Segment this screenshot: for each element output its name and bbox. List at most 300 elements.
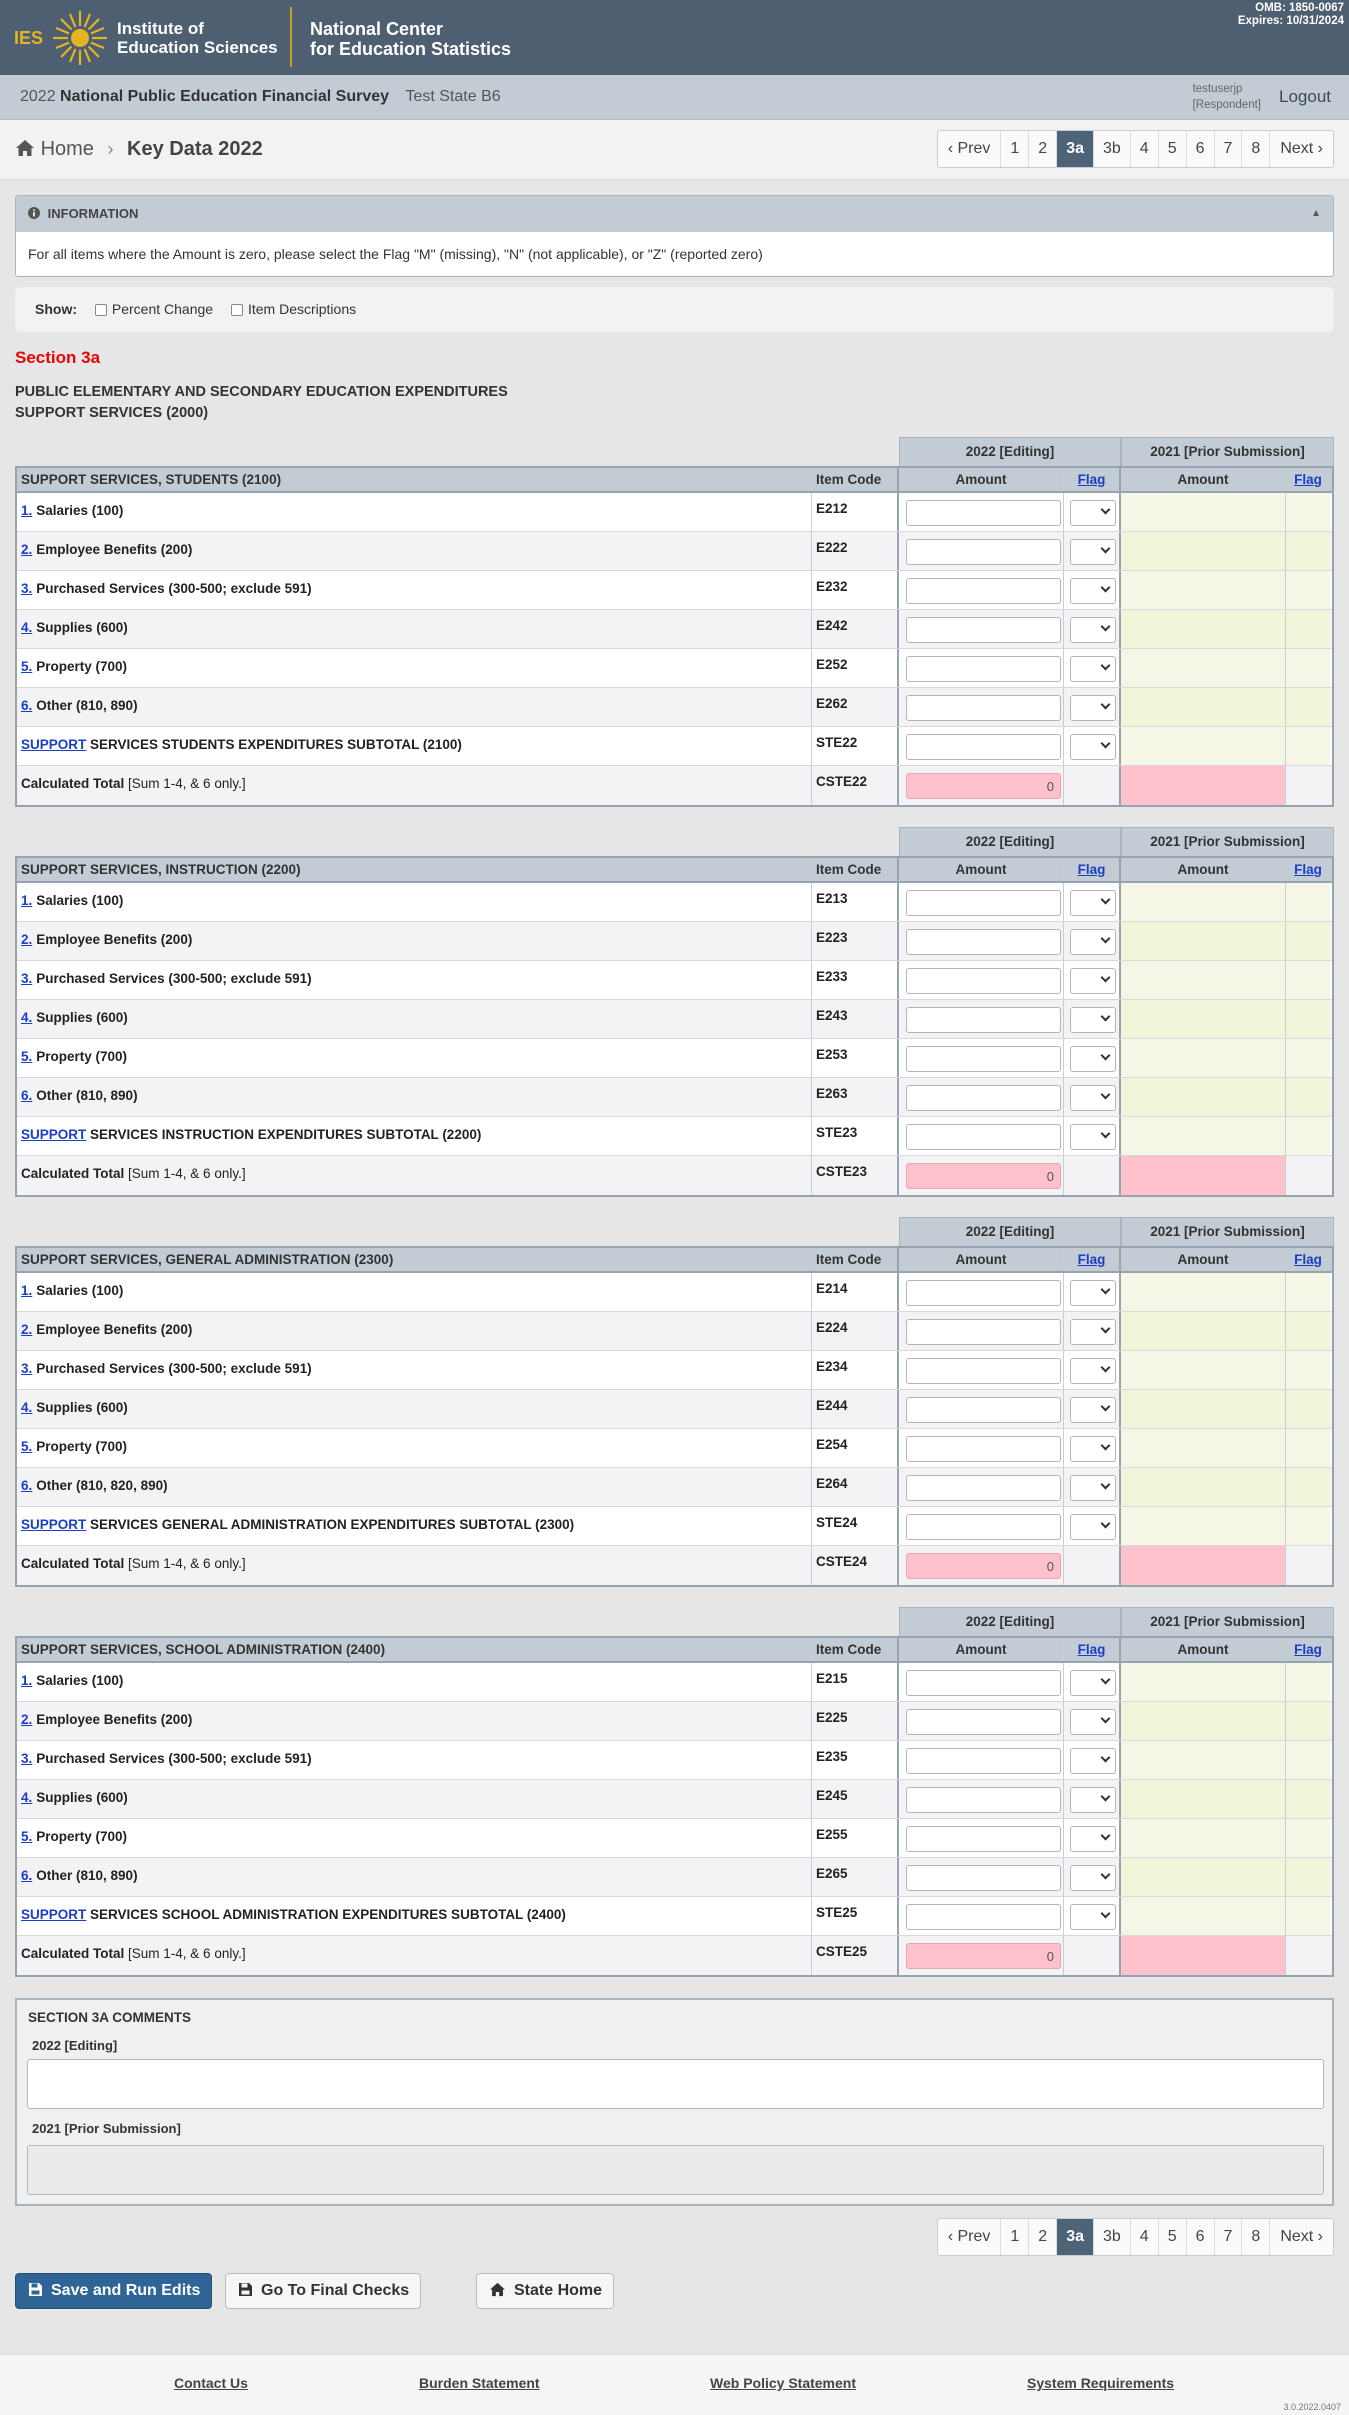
breadcrumb [15,138,263,163]
year-prior-header: 2021 [Prior Submission] [1121,827,1334,856]
nces-line-1: National Center [310,19,444,39]
pager-page-1[interactable]: 1 [1001,131,1029,167]
item-number-link[interactable]: 1. [21,1283,33,1298]
percent-change-label[interactable]: Percent Change [111,301,214,317]
flag-select[interactable] [1070,1085,1116,1111]
year-current-header: 2022 [Editing] [899,1607,1121,1636]
chevron-down-icon [1101,1909,1111,1919]
item-number-link[interactable]: 6. [21,1478,33,1493]
prior-amount [1121,1351,1286,1389]
omb-expires: Expires: 10/31/2024 [1237,15,1344,27]
flag-select[interactable] [1070,578,1116,604]
ies-sun-logo-icon [14,8,114,68]
prior-amount [1121,1000,1286,1038]
amount-input[interactable] [906,1748,1061,1774]
chevron-down-icon [1101,1051,1111,1061]
go-to-final-checks-button[interactable] [225,2273,421,2309]
pager-page-7[interactable]: 7 [1215,131,1243,167]
support-link[interactable]: SUPPORT [21,1907,87,1922]
year-header-row [15,437,1334,466]
table-title: SUPPORT SERVICES, STUDENTS (2100) [17,468,812,491]
chevron-down-icon [1101,934,1111,944]
subtotal-amount-input[interactable] [906,1124,1061,1150]
banner-divider [290,7,292,67]
prior-flag [1286,1312,1330,1350]
amount-input[interactable] [906,578,1061,604]
save-icon [238,2276,253,2310]
prior-amount [1121,1312,1286,1350]
table-title: SUPPORT SERVICES, INSTRUCTION (2200) [17,858,812,881]
year-prior-header: 2021 [Prior Submission] [1121,437,1334,466]
calculated-total-code: CSTE25 [812,1936,899,1975]
item-number-link[interactable]: 3. [21,1361,33,1376]
username: testuserjp [1192,83,1243,95]
amount-header: Amount [899,468,1064,491]
table-row [17,610,1332,649]
state-home-button[interactable] [476,2273,614,2309]
subtotal-label: SERVICES INSTRUCTION EXPENDITURES SUBTOTAL (2200) [86,1127,482,1142]
year-prior-header: 2021 [Prior Submission] [1121,1217,1334,1246]
calculated-total-code: CSTE23 [812,1156,899,1195]
amount-input[interactable] [906,1319,1061,1345]
flag-header-link[interactable]: Flag [1064,858,1121,881]
pager-page-4[interactable]: 4 [1131,131,1159,167]
amount-input[interactable] [906,890,1061,916]
flag-select[interactable] [1070,1904,1116,1930]
prior-amount [1121,1741,1286,1779]
amount-input[interactable] [906,1787,1061,1813]
item-label: Salaries (100) [36,1673,124,1688]
section-subtitle-1: PUBLIC ELEMENTARY AND SECONDARY EDUCATION EXPENDITURES [15,384,508,400]
user-role: [Respondent] [1192,99,1261,111]
ies-name[interactable] [117,19,278,57]
pager-page-2[interactable]: 2 [1029,2219,1057,2255]
omb-info [1238,2,1344,28]
survey-bar [0,75,1349,120]
pager-next-button[interactable] [1270,2219,1333,2255]
amount-input[interactable] [906,617,1061,643]
support-link[interactable]: SUPPORT [21,737,87,752]
flag-header-link[interactable]: Flag [1064,1248,1121,1271]
flag-select[interactable] [1070,1007,1116,1033]
pager-page-7[interactable]: 7 [1215,2219,1243,2255]
amount-input[interactable] [906,1085,1061,1111]
amount-input[interactable] [906,695,1061,721]
flag-select[interactable] [1070,1397,1116,1423]
flag-select[interactable] [1070,695,1116,721]
pager-prev-button[interactable] [938,2219,1002,2255]
support-link[interactable]: SUPPORT [21,1127,87,1142]
prior-amount [1121,649,1286,687]
calculated-total-code: CSTE22 [812,766,899,805]
amount-input[interactable] [906,929,1061,955]
prior-calculated-total [1121,766,1286,805]
amount-input[interactable] [906,656,1061,682]
flag-select[interactable] [1070,1319,1116,1345]
calculated-total-code: CSTE24 [812,1546,899,1585]
item-number-link[interactable]: 1. [21,893,33,908]
calculated-total-value [906,1163,1061,1189]
item-label: Other (810, 890) [36,1088,138,1103]
table-row [17,532,1332,571]
final-checks-label: Go To Final Checks [261,2282,410,2299]
item-code: E233 [812,961,899,999]
prior-amount [1121,688,1286,726]
item-label: Salaries (100) [36,893,124,908]
year-prior-header: 2021 [Prior Submission] [1121,1607,1334,1636]
flag-select[interactable] [1070,500,1116,526]
survey-state: Test State B6 [405,88,501,105]
table-grid [15,856,1334,1197]
pager-page-5[interactable]: 5 [1159,2219,1187,2255]
pager-page-2[interactable]: 2 [1029,131,1057,167]
state-home-label: State Home [514,2282,603,2299]
comments-current-textarea[interactable] [27,2059,1324,2109]
pager-prev-button[interactable] [938,131,1002,167]
calculated-total-note: [Sum 1-4, & 6 only.] [124,776,246,791]
ies-abbr: IES [14,28,44,48]
prior-flag [1286,1351,1330,1389]
calculated-total-note: [Sum 1-4, & 6 only.] [124,1166,246,1181]
item-code: E224 [812,1312,899,1350]
item-label: Supplies (600) [36,1790,128,1805]
item-number-link[interactable]: 3. [21,1751,33,1766]
calculated-total-label: Calculated Total [21,1166,125,1181]
item-label: Property (700) [36,1439,128,1454]
pager-page-5[interactable]: 5 [1159,131,1187,167]
chevron-down-icon [1101,1285,1111,1295]
item-label: Purchased Services (300-500; exclude 591) [36,1361,312,1376]
pager-next-label: Next [1280,140,1314,157]
item-number-link[interactable]: 5. [21,1829,33,1844]
system-requirements-link[interactable]: System Requirements [1027,2375,1175,2391]
flag-select[interactable] [1070,1514,1116,1540]
prior-flag-header-link[interactable]: Flag [1294,472,1322,487]
amount-input[interactable] [906,968,1061,994]
amount-input[interactable] [906,1280,1061,1306]
flag-select[interactable] [1070,1358,1116,1384]
support-link[interactable]: SUPPORT [21,1517,87,1532]
survey-name: National Public Education Financial Survey [60,88,390,105]
flag-select[interactable] [1070,1787,1116,1813]
prior-amount [1121,532,1286,570]
amount-input[interactable] [906,1436,1061,1462]
prior-flag [1286,688,1330,726]
item-number-link[interactable]: 1. [21,503,33,518]
table-row [17,1468,1332,1507]
expenditure-table [15,1217,1334,1587]
table-grid [15,1246,1334,1587]
chevron-down-icon [1101,1870,1111,1880]
prior-flag [1286,1819,1330,1857]
table-grid [15,1636,1334,1977]
flag-header-link[interactable]: Flag [1064,468,1121,491]
table-row [17,922,1332,961]
information-header[interactable] [16,196,1333,232]
item-code: E232 [812,571,899,609]
item-number-link[interactable]: 5. [21,659,33,674]
item-number-link[interactable]: 6. [21,1868,33,1883]
prior-subtotal-flag [1286,1897,1330,1935]
amount-input[interactable] [906,539,1061,565]
flag-select[interactable] [1070,1865,1116,1891]
flag-header-link[interactable]: Flag [1064,1638,1121,1661]
item-number-link[interactable]: 6. [21,698,33,713]
flag-select[interactable] [1070,929,1116,955]
flag-select[interactable] [1070,1046,1116,1072]
pager-page-3a[interactable]: 3a [1057,2219,1094,2255]
flag-select[interactable] [1070,1670,1116,1696]
subtotal-row [17,1117,1332,1156]
prior-amount-header: Amount [1121,858,1286,881]
table-row [17,1702,1332,1741]
flag-select[interactable] [1070,617,1116,643]
nces-name[interactable] [310,19,511,59]
prior-subtotal-amount [1121,727,1286,765]
chevron-right-icon: › [1313,140,1323,157]
item-code: E215 [812,1663,899,1701]
amount-input[interactable] [906,1397,1061,1423]
prior-flag [1286,1663,1330,1701]
chevron-down-icon [1101,1480,1111,1490]
amount-input[interactable] [906,1865,1061,1891]
pager-next-button[interactable] [1270,131,1333,167]
item-number-link[interactable]: 5. [21,1049,33,1064]
comments-current-label: 2022 [Editing] [32,2038,118,2053]
prior-flag [1286,922,1330,960]
item-label: Supplies (600) [36,1400,128,1415]
prior-flag [1286,1858,1330,1896]
table-row [17,1312,1332,1351]
table-row [17,1780,1332,1819]
save-and-run-edits-button[interactable] [15,2273,212,2309]
item-code: E264 [812,1468,899,1506]
flag-select[interactable] [1070,1475,1116,1501]
pager-page-3b[interactable]: 3b [1094,131,1131,167]
subtotal-amount-input[interactable] [906,734,1061,760]
calculated-total-label: Calculated Total [21,1556,125,1571]
chevron-down-icon [1101,505,1111,515]
caret-up-icon[interactable]: ▲ [1311,208,1321,219]
amount-input[interactable] [906,1475,1061,1501]
prior-amount [1121,1429,1286,1467]
subtotal-amount-input[interactable] [906,1514,1061,1540]
prior-subtotal-amount [1121,1897,1286,1935]
prior-amount-header: Amount [1121,1638,1286,1661]
prior-flag-header-link[interactable]: Flag [1294,862,1322,877]
prior-amount-header: Amount [1121,1248,1286,1271]
item-code: E243 [812,1000,899,1038]
amount-input[interactable] [906,1007,1061,1033]
item-descriptions-label[interactable]: Item Descriptions [247,301,357,317]
chevron-left-icon: ‹ [947,2228,958,2245]
item-number-link[interactable]: 6. [21,1088,33,1103]
subtotal-amount-input[interactable] [906,1904,1061,1930]
prior-amount [1121,961,1286,999]
flag-select[interactable] [1070,656,1116,682]
flag-select[interactable] [1070,1748,1116,1774]
pager-page-6[interactable]: 6 [1187,131,1215,167]
prior-amount [1121,1390,1286,1428]
item-code: E234 [812,1351,899,1389]
pager-page-6[interactable]: 6 [1187,2219,1215,2255]
amount-input[interactable] [906,1046,1061,1072]
prior-flag [1286,1273,1330,1311]
prior-subtotal-flag [1286,727,1330,765]
subtotal-code: STE25 [812,1897,899,1935]
prior-flag [1286,1741,1330,1779]
prior-amount [1121,493,1286,531]
prior-amount [1121,1702,1286,1740]
amount-input[interactable] [906,500,1061,526]
item-number-link[interactable]: 2. [21,542,33,557]
prior-flag [1286,1429,1330,1467]
calculated-total-row [17,1936,1332,1975]
comments-prior-label: 2021 [Prior Submission] [32,2121,181,2136]
flag-select[interactable] [1070,1124,1116,1150]
prior-amount [1121,1039,1286,1077]
flag-select[interactable] [1070,1826,1116,1852]
prior-amount [1121,1858,1286,1896]
prior-flag [1286,1702,1330,1740]
item-label: Other (810, 820, 890) [36,1478,168,1493]
pager-page-8[interactable]: 8 [1242,131,1270,167]
subtotal-label: SERVICES GENERAL ADMINISTRATION EXPENDITURES SUBTOTAL (2300) [86,1517,575,1532]
item-number-link[interactable]: 4. [21,1400,33,1415]
item-code: E244 [812,1390,899,1428]
table-grid [15,466,1334,807]
amount-input[interactable] [906,1358,1061,1384]
prior-flag [1286,649,1330,687]
flag-select[interactable] [1070,1436,1116,1462]
item-code: E263 [812,1078,899,1116]
year-header-row [15,1217,1334,1246]
table-row [17,1000,1332,1039]
pager-page-3a[interactable]: 3a [1057,131,1094,167]
item-code: E225 [812,1702,899,1740]
amount-input[interactable] [906,1709,1061,1735]
nces-line-2: for Education Statistics [310,39,512,59]
item-code: E213 [812,883,899,921]
section-comments [15,1998,1334,2206]
chevron-down-icon [1101,1714,1111,1724]
table-row [17,883,1332,922]
prior-flag [1286,532,1330,570]
item-label: Employee Benefits (200) [36,542,193,557]
amount-header: Amount [899,1248,1064,1271]
page-title: Key Data 2022 [127,138,263,160]
item-label: Property (700) [36,659,128,674]
prior-flag [1286,610,1330,648]
item-code: E254 [812,1429,899,1467]
table-title: SUPPORT SERVICES, GENERAL ADMINISTRATION (2300) [17,1248,812,1271]
chevron-down-icon [1101,1792,1111,1802]
comments-prior-textarea [27,2145,1324,2195]
flag-select[interactable] [1070,890,1116,916]
prior-amount [1121,1273,1286,1311]
item-number-link[interactable]: 2. [21,1712,33,1727]
logout-link[interactable]: Logout [1279,87,1331,106]
item-number-link[interactable]: 1. [21,1673,33,1688]
prior-subtotal-flag [1286,1507,1330,1545]
calculated-total-value [906,773,1061,799]
item-number-link[interactable]: 2. [21,1322,33,1337]
home-icon[interactable] [15,139,35,163]
item-number-link[interactable]: 2. [21,932,33,947]
item-number-link[interactable]: 4. [21,1010,33,1025]
item-label: Purchased Services (300-500; exclude 591) [36,581,312,596]
show-options [15,287,1334,332]
burden-statement-link[interactable]: Burden Statement [419,2375,540,2391]
item-descriptions-checkbox[interactable] [231,304,243,316]
amount-input[interactable] [906,1670,1061,1696]
prior-amount [1121,610,1286,648]
table-row [17,688,1332,727]
flag-select[interactable] [1070,1709,1116,1735]
percent-change-checkbox[interactable] [95,304,107,316]
flag-select[interactable] [1070,968,1116,994]
prior-flag [1286,1000,1330,1038]
item-number-link[interactable]: 3. [21,581,33,596]
table-header-row [17,1248,1332,1273]
table-row [17,1819,1332,1858]
flag-select[interactable] [1070,1280,1116,1306]
pager-page-4[interactable]: 4 [1131,2219,1159,2255]
prior-flag-header-link[interactable]: Flag [1294,1642,1322,1657]
section-subtitle-2: SUPPORT SERVICES (2000) [15,405,209,421]
contact-us-link[interactable]: Contact Us [174,2375,248,2391]
chevron-down-icon [1101,1090,1111,1100]
table-row [17,1741,1332,1780]
item-number-link[interactable]: 5. [21,1439,33,1454]
chevron-right-icon: › [107,139,114,159]
item-label: Supplies (600) [36,620,128,635]
calculated-total-row [17,1156,1332,1195]
chevron-down-icon [1101,622,1111,632]
item-label: Other (810, 890) [36,698,138,713]
item-code: E214 [812,1273,899,1311]
calculated-total-note: [Sum 1-4, & 6 only.] [124,1946,246,1961]
item-number-link[interactable]: 4. [21,620,33,635]
table-title: SUPPORT SERVICES, SCHOOL ADMINISTRATION (2400) [17,1638,812,1661]
pager-page-8[interactable]: 8 [1242,2219,1270,2255]
flag-select[interactable] [1070,539,1116,565]
information-text: For all items where the Amount is zero, please select the Flag "M" (missing), "N" (not applicable), or "Z" (reported zero) [28,246,763,262]
prior-flag-header-link[interactable]: Flag [1294,1252,1322,1267]
prior-flag [1286,493,1330,531]
pager-page-1[interactable]: 1 [1001,2219,1029,2255]
flag-select[interactable] [1070,734,1116,760]
item-code-header: Item Code [812,1638,899,1661]
chevron-down-icon [1101,739,1111,749]
item-number-link[interactable]: 4. [21,1790,33,1805]
chevron-down-icon [1101,1402,1111,1412]
amount-input[interactable] [906,1826,1061,1852]
item-number-link[interactable]: 3. [21,971,33,986]
table-header-row [17,468,1332,493]
prior-amount [1121,1078,1286,1116]
breadcrumb-home[interactable]: Home [40,138,94,160]
chevron-down-icon [1101,1012,1111,1022]
user-info [1193,81,1261,113]
chevron-down-icon [1101,1831,1111,1841]
web-policy-link[interactable]: Web Policy Statement [710,2375,857,2391]
pager-page-3b[interactable]: 3b [1094,2219,1131,2255]
calculated-total-label: Calculated Total [21,1946,125,1961]
prior-subtotal-amount [1121,1507,1286,1545]
item-label: Employee Benefits (200) [36,1712,193,1727]
table-row [17,571,1332,610]
